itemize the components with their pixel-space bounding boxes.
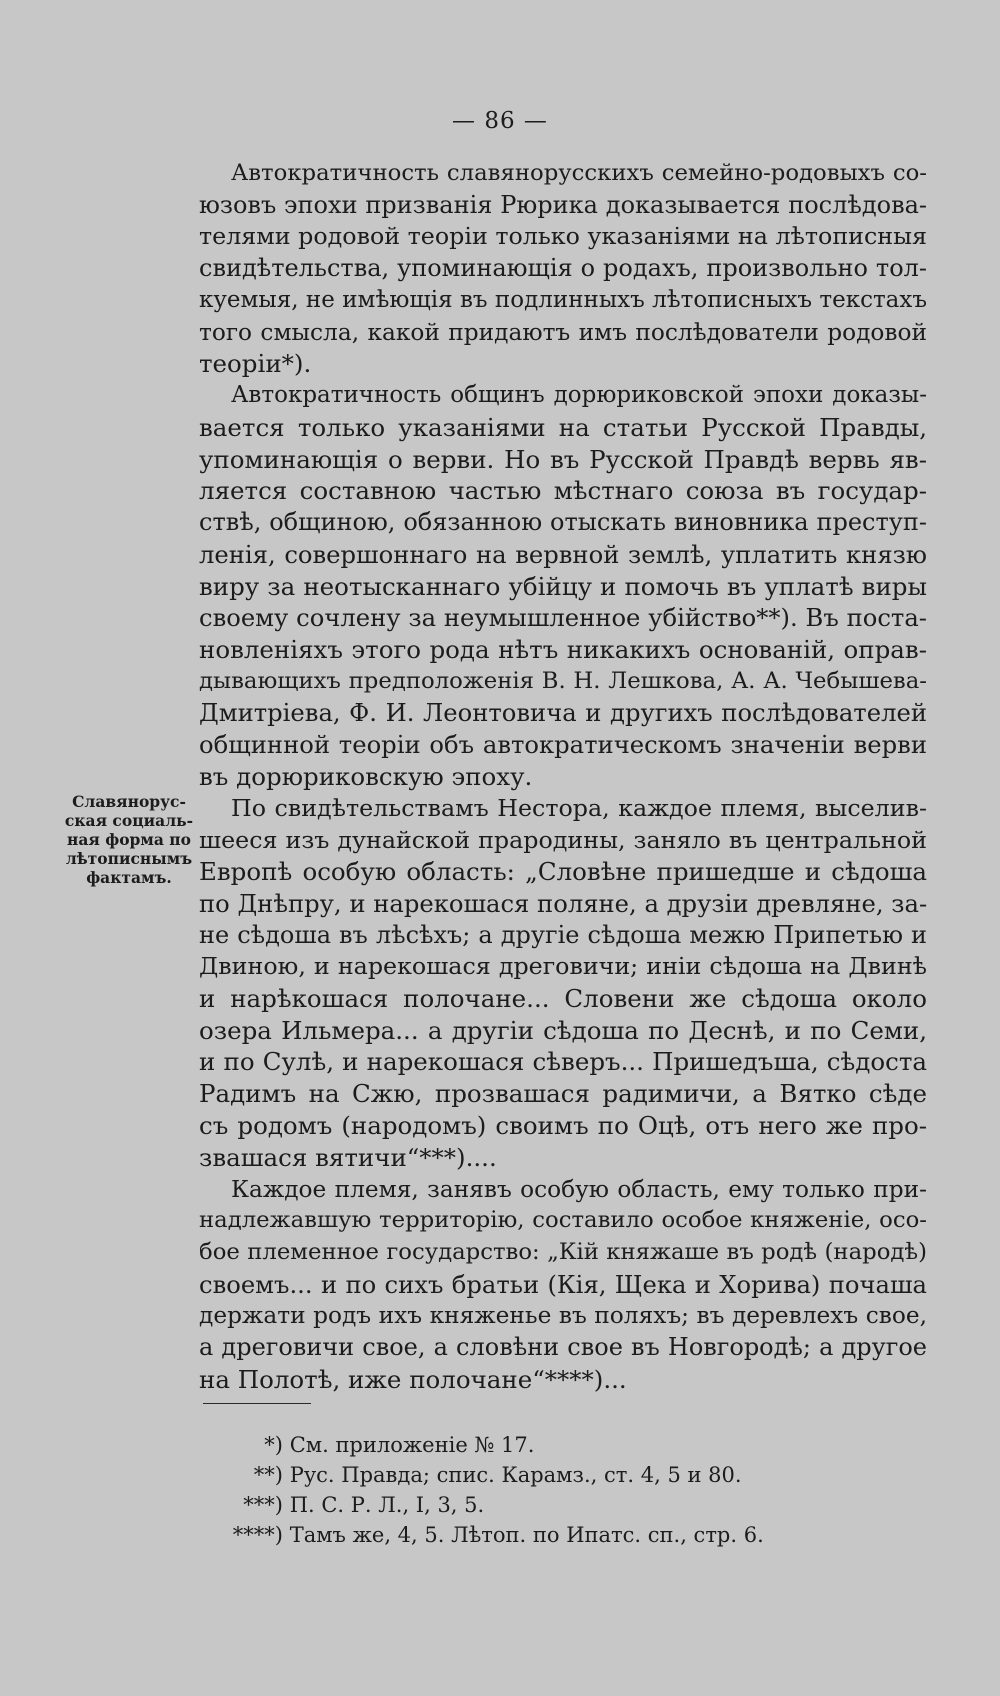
text-line: на Полотѣ, иже полочане“****)... xyxy=(199,1364,627,1394)
text-line: ляется составною частью мѣстнаго союза въ государ- xyxy=(199,476,927,506)
text-line: и по Сулѣ, и нарекошася сѣверъ... Пришедъша, сѣдоста xyxy=(199,1047,927,1077)
footnote-mark: ****) xyxy=(232,1523,283,1547)
text-line: вается только указаніями на статьи Русской Правды, xyxy=(199,413,927,443)
paragraph xyxy=(199,793,927,1173)
footnote-text: См. приложеніе № 17. xyxy=(289,1433,535,1457)
text-line: общинной теоріи объ автократическомъ значеніи верви xyxy=(199,730,927,760)
footnotes xyxy=(203,1430,883,1550)
text-line: Автократичность славянорусскихъ семейно-родовыхъ со- xyxy=(231,160,927,186)
text-line: бое племенное государство: „Кій княжаше въ родѣ (народѣ) xyxy=(199,1239,927,1266)
footnote xyxy=(203,1520,883,1550)
margin-note-line: ская социаль- xyxy=(64,811,194,830)
text-line: теоріи*). xyxy=(199,349,312,379)
text-line: упоминающія о верви. Но въ Русской Правдѣ вервь яв- xyxy=(199,444,927,474)
text-line: По свидѣтельствамъ Нестора, каждое племя, выселив- xyxy=(231,793,927,822)
text-line: по Днѣпру, и нарекошася поляне, а друзіи древляне, за- xyxy=(199,888,928,918)
footnote-divider xyxy=(203,1403,311,1404)
footnote-text: П. С. Р. Л., I, 3, 5. xyxy=(289,1493,485,1517)
text-line: телями родовой теоріи только указаніями на лѣтописныя xyxy=(199,222,927,251)
paragraph xyxy=(199,380,927,792)
footnote-mark: **) xyxy=(253,1463,283,1487)
text-line: ленія, совершоннаго на вервной землѣ, уплатить князю xyxy=(199,539,927,569)
text-line: Двиною, и нарекошася дреговичи; иніи сѣдоша на Двинѣ xyxy=(199,952,927,981)
text-line: дывающихъ предположенія В. Н. Лешкова, А. А. Чебышева- xyxy=(199,667,927,694)
text-line: Каждое племя, занявъ особую область, ему только при- xyxy=(231,1175,927,1203)
text-line: Радимъ на Сжю, прозвашася радимичи, а Вятко сѣде xyxy=(199,1079,927,1109)
main-text xyxy=(199,158,927,1396)
text-line: Дмитріева, Ф. И. Леонтовича и другихъ послѣдователей xyxy=(199,698,927,728)
text-line: своему сочлену за неумышленное убійство**). Въ поста- xyxy=(199,603,927,633)
text-line: виру за неотысканнаго убійцу и помочь въ уплатѣ виры xyxy=(199,571,927,601)
text-line: ствѣ, общиною, обязанною отыскать виновника преступ- xyxy=(199,508,927,537)
text-line: а дреговичи свое, а словѣни свое въ Новгородѣ; а другое xyxy=(199,1333,927,1362)
text-line: въ дорюриковскую эпоху. xyxy=(199,761,533,791)
footnote-text: Рус. Правда; спис. Карамз., ст. 4, 5 и 80. xyxy=(289,1463,742,1487)
paragraph xyxy=(199,1174,927,1396)
paragraph xyxy=(199,158,927,380)
text-line: держати родъ ихъ княженье въ поляхъ; въ деревлехъ свое, xyxy=(199,1302,927,1330)
text-line: того смысла, какой придаютъ имъ послѣдователи родовой xyxy=(199,318,927,346)
margin-note-line: ная форма по xyxy=(67,830,191,849)
text-line: Европѣ особую область: „Словѣне пришедше и сѣдоша xyxy=(199,857,927,887)
text-line: съ родомъ (народомъ) своимъ по Оцѣ, отъ него же про- xyxy=(199,1110,927,1140)
text-line: надлежавшую территорію, составило особое княженіе, осо- xyxy=(199,1207,927,1234)
text-line: своемъ... и по сихъ братьи (Кія, Щека и Хорива) почаша xyxy=(199,1269,927,1299)
text-line: новленіяхъ этого рода нѣтъ никакихъ основаній, оправ- xyxy=(199,634,927,664)
footnote xyxy=(203,1430,883,1460)
footnote xyxy=(203,1460,883,1490)
footnote-mark: ***) xyxy=(243,1493,283,1517)
text-line: куемыя, не имѣющія въ подлинныхъ лѣтописныхъ текстахъ xyxy=(199,286,927,313)
text-line: звашася вятичи“***).... xyxy=(199,1142,497,1172)
text-line: свидѣтельства, упоминающія о родахъ, произвольно тол- xyxy=(199,254,927,283)
margin-note-line: лѣтописнымъ xyxy=(65,849,193,868)
margin-note xyxy=(62,792,196,887)
text-line: и нарѣкошася полочане... Словени же сѣдоша около xyxy=(199,984,927,1014)
page-number: — 86 — xyxy=(452,108,548,134)
text-line: шееся изъ дунайской прародины, заняло въ центральной xyxy=(199,825,927,854)
text-line: озера Ильмера... а другіи сѣдоша по Деснѣ, и по Семи, xyxy=(199,1015,927,1045)
footnote-mark: *) xyxy=(264,1433,283,1457)
footnote-text: Тамъ же, 4, 5. Лѣтоп. по Ипатс. сп., стр. 6. xyxy=(289,1523,764,1547)
text-line: Автократичность общинъ дорюриковской эпохи доказы- xyxy=(231,382,927,409)
text-line: не сѣдоша въ лѣсѣхъ; а другіе сѣдоша межю Припетью и xyxy=(199,920,927,949)
margin-note-line: Славянорус- xyxy=(72,792,186,811)
text-line: юзовъ эпохи призванія Рюрика доказывается послѣдова- xyxy=(199,190,927,219)
margin-note-line: фактамъ. xyxy=(86,868,172,887)
footnote xyxy=(203,1490,883,1520)
